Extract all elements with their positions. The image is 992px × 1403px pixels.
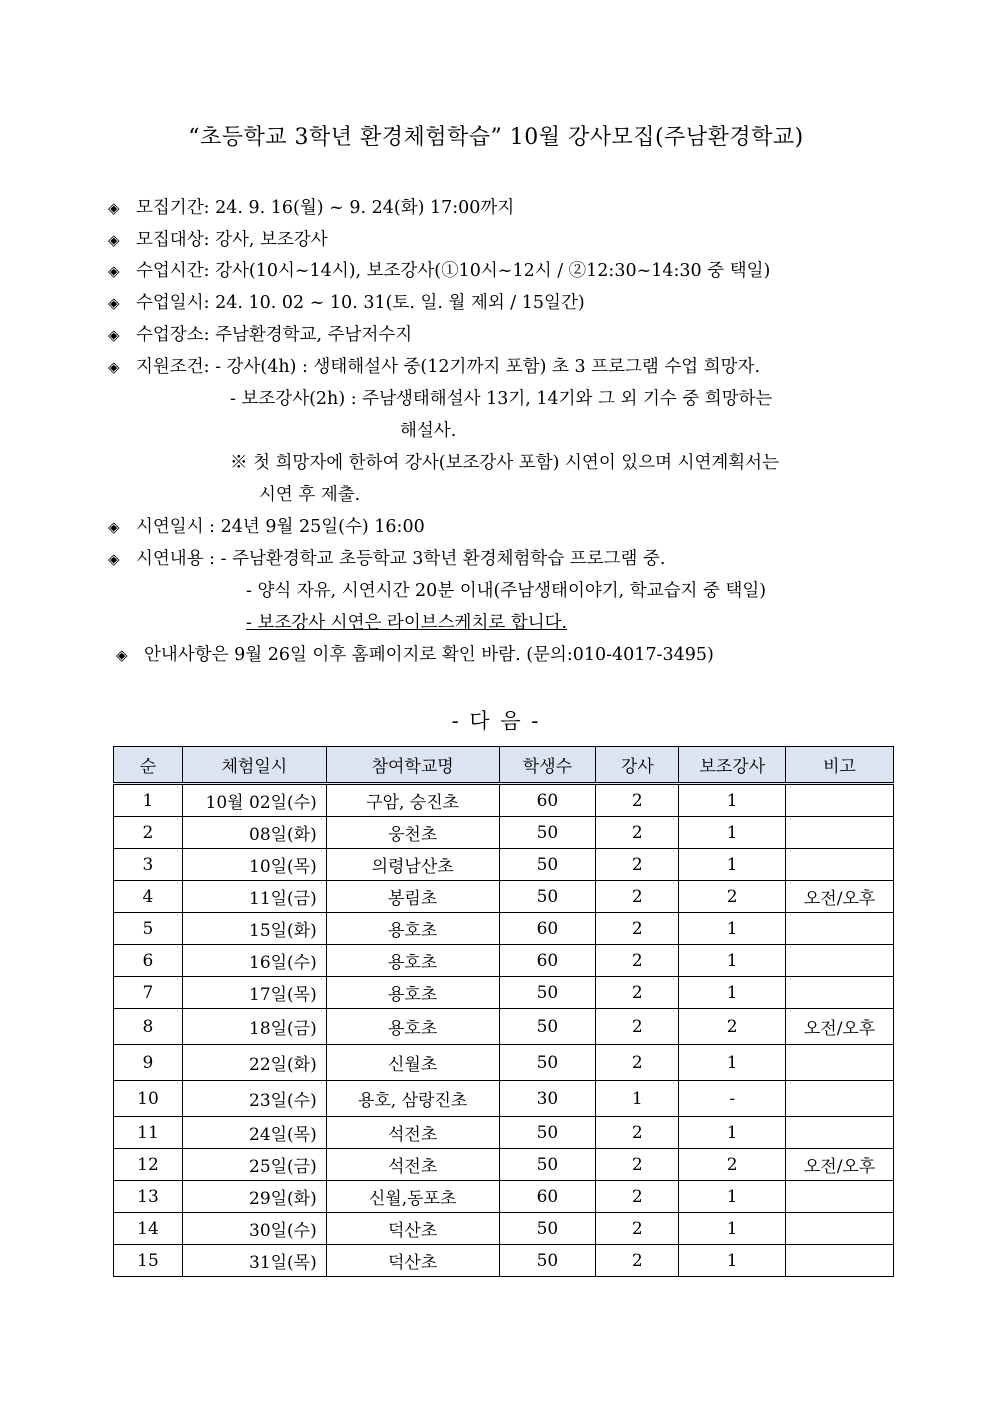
info-class-time: ◈ 수업시간: 강사(10시~14시), 보조강사(①10시~12시 / ②12:30~14:30 중 택일) <box>108 257 770 285</box>
cell-instructors: 2 <box>596 1245 679 1277</box>
cell-instructors: 2 <box>596 913 679 945</box>
cell-school: 석전초 <box>326 1149 499 1181</box>
cell-students: 60 <box>499 945 596 977</box>
cell-date: 24일(목) <box>182 1117 326 1149</box>
cell-instructors: 2 <box>596 1181 679 1213</box>
cell-students: 50 <box>499 817 596 849</box>
cell-no: 14 <box>114 1213 183 1245</box>
cell-students: 30 <box>499 1081 596 1117</box>
cell-school: 용호초 <box>326 913 499 945</box>
cell-date: 17일(목) <box>182 977 326 1009</box>
section-heading: - 다 음 - <box>451 709 541 733</box>
cell-instructors: 2 <box>596 1213 679 1245</box>
cell-students: 50 <box>499 881 596 913</box>
cell-note <box>786 945 894 977</box>
cell-no: 2 <box>114 817 183 849</box>
header-assistants: 보조강사 <box>679 747 786 784</box>
cell-no: 8 <box>114 1009 183 1045</box>
info-class-place: ◈ 수업장소: 주남환경학교, 주남저수지 <box>108 321 412 349</box>
schedule-table <box>113 746 894 1277</box>
table-row <box>114 1181 894 1213</box>
diamond-bullet-icon: ◈ <box>116 646 128 664</box>
cell-no: 12 <box>114 1149 183 1181</box>
cell-no: 15 <box>114 1245 183 1277</box>
info-demo-date: ◈ 시연일시 : 24년 9월 25일(수) 16:00 <box>108 513 425 541</box>
cell-students: 50 <box>499 1045 596 1081</box>
info-notice: ◈ 안내사항은 9월 26일 이후 홈페이지로 확인 바람. (문의:010-4017-3495) <box>116 641 714 669</box>
cell-note <box>786 977 894 1009</box>
cell-instructors: 1 <box>596 1081 679 1117</box>
cell-note <box>786 1045 894 1081</box>
cell-school: 용호초 <box>326 1009 499 1045</box>
table-row <box>114 945 894 977</box>
info-condition-2-cont: 해설사. <box>400 421 457 441</box>
cell-assistants: 1 <box>679 913 786 945</box>
table-header-row <box>114 747 894 784</box>
cell-instructors: 2 <box>596 784 679 817</box>
cell-date: 30일(수) <box>182 1213 326 1245</box>
cell-school: 용호초 <box>326 945 499 977</box>
info-class-dates: ◈ 수업일시: 24. 10. 02 ~ 10. 31(토. 일. 월 제외 / 15일간) <box>108 289 585 317</box>
header-instructors: 강사 <box>596 747 679 784</box>
cell-note: 오전/오후 <box>786 881 894 913</box>
cell-students: 50 <box>499 1213 596 1245</box>
cell-assistants: 1 <box>679 817 786 849</box>
table-row <box>114 913 894 945</box>
cell-instructors: 2 <box>596 1009 679 1045</box>
table-row <box>114 784 894 817</box>
cell-note <box>786 913 894 945</box>
cell-no: 11 <box>114 1117 183 1149</box>
cell-date: 23일(수) <box>182 1081 326 1117</box>
info-condition-2: - 보조강사(2h) : 주남생태해설사 13기, 14기와 그 외 기수 중 희망하는 <box>230 389 773 409</box>
cell-note <box>786 817 894 849</box>
cell-instructors: 2 <box>596 1149 679 1181</box>
diamond-bullet-icon: ◈ <box>108 294 120 312</box>
info-demo-content-3: - 보조강사 시연은 라이브스케치로 합니다. <box>246 613 568 633</box>
cell-school: 신월초 <box>326 1045 499 1081</box>
cell-date: 25일(금) <box>182 1149 326 1181</box>
cell-no: 6 <box>114 945 183 977</box>
cell-note <box>786 1117 894 1149</box>
cell-assistants: 2 <box>679 881 786 913</box>
table-row <box>114 1213 894 1245</box>
diamond-bullet-icon: ◈ <box>108 550 120 568</box>
cell-date: 18일(금) <box>182 1009 326 1045</box>
cell-assistants: 1 <box>679 849 786 881</box>
cell-date: 16일(수) <box>182 945 326 977</box>
cell-date: 15일(화) <box>182 913 326 945</box>
table-row <box>114 1045 894 1081</box>
cell-assistants: 1 <box>679 1117 786 1149</box>
diamond-bullet-icon: ◈ <box>108 231 120 249</box>
cell-school: 웅천초 <box>326 817 499 849</box>
cell-school: 덕산초 <box>326 1213 499 1245</box>
info-target: ◈ 모집대상: 강사, 보조강사 <box>108 226 328 254</box>
table-row <box>114 849 894 881</box>
cell-no: 3 <box>114 849 183 881</box>
cell-students: 50 <box>499 977 596 1009</box>
diamond-bullet-icon: ◈ <box>108 199 120 217</box>
cell-instructors: 2 <box>596 817 679 849</box>
table-row <box>114 1245 894 1277</box>
cell-students: 60 <box>499 913 596 945</box>
table-row <box>114 1117 894 1149</box>
info-condition-note: ※ 첫 희망자에 한하여 강사(보조강사 포함) 시연이 있으며 시연계획서는 <box>230 453 779 473</box>
cell-note: 오전/오후 <box>786 1009 894 1045</box>
diamond-bullet-icon: ◈ <box>108 326 120 344</box>
cell-no: 5 <box>114 913 183 945</box>
cell-no: 10 <box>114 1081 183 1117</box>
cell-students: 60 <box>499 1181 596 1213</box>
cell-assistants: 1 <box>679 977 786 1009</box>
diamond-bullet-icon: ◈ <box>108 518 120 536</box>
cell-school: 의령남산초 <box>326 849 499 881</box>
cell-school: 용호, 삼랑진초 <box>326 1081 499 1117</box>
diamond-bullet-icon: ◈ <box>108 358 120 376</box>
cell-no: 7 <box>114 977 183 1009</box>
info-condition-1: ◈ 지원조건: - 강사(4h) : 생태해설사 중(12기까지 포함) 초 3 프로그램 수업 희망자. <box>108 353 760 381</box>
diamond-bullet-icon: ◈ <box>108 262 120 280</box>
cell-students: 50 <box>499 1245 596 1277</box>
cell-no: 9 <box>114 1045 183 1081</box>
cell-students: 50 <box>499 1149 596 1181</box>
header-date: 체험일시 <box>182 747 326 784</box>
cell-no: 1 <box>114 784 183 817</box>
cell-assistants: 1 <box>679 1213 786 1245</box>
cell-note <box>786 1181 894 1213</box>
table-row <box>114 1149 894 1181</box>
cell-assistants: - <box>679 1081 786 1117</box>
cell-note <box>786 1245 894 1277</box>
cell-instructors: 2 <box>596 1045 679 1081</box>
cell-instructors: 2 <box>596 945 679 977</box>
table-row <box>114 1009 894 1045</box>
cell-note <box>786 849 894 881</box>
cell-note <box>786 1213 894 1245</box>
cell-assistants: 1 <box>679 784 786 817</box>
cell-assistants: 2 <box>679 1009 786 1045</box>
header-no: 순 <box>114 747 183 784</box>
cell-date: 10월 02일(수) <box>182 784 326 817</box>
cell-date: 29일(화) <box>182 1181 326 1213</box>
cell-assistants: 1 <box>679 945 786 977</box>
cell-no: 13 <box>114 1181 183 1213</box>
cell-no: 4 <box>114 881 183 913</box>
cell-instructors: 2 <box>596 849 679 881</box>
cell-school: 봉림초 <box>326 881 499 913</box>
header-school: 참여학교명 <box>326 747 499 784</box>
cell-students: 60 <box>499 784 596 817</box>
document-title: “초등학교 3학년 환경체험학습” 10월 강사모집(주남환경학교) <box>188 125 804 150</box>
table-row <box>114 881 894 913</box>
info-condition-note-cont: 시연 후 제출. <box>259 485 361 505</box>
cell-school: 용호초 <box>326 977 499 1009</box>
info-demo-content-1: ◈ 시연내용 : - 주남환경학교 초등학교 3학년 환경체험학습 프로그램 중. <box>108 545 665 573</box>
header-note: 비고 <box>786 747 894 784</box>
cell-school: 구암, 숭진초 <box>326 784 499 817</box>
table-row <box>114 1081 894 1117</box>
cell-date: 08일(화) <box>182 817 326 849</box>
info-demo-content-2: - 양식 자유, 시연시간 20분 이내(주남생태이야기, 학교습지 중 택일) <box>246 581 767 601</box>
cell-note <box>786 784 894 817</box>
cell-note: 오전/오후 <box>786 1149 894 1181</box>
cell-assistants: 1 <box>679 1245 786 1277</box>
cell-school: 석전초 <box>326 1117 499 1149</box>
cell-school: 신월,동포초 <box>326 1181 499 1213</box>
cell-date: 11일(금) <box>182 881 326 913</box>
table-row <box>114 817 894 849</box>
cell-school: 덕산초 <box>326 1245 499 1277</box>
cell-instructors: 2 <box>596 977 679 1009</box>
info-period: ◈ 모집기간: 24. 9. 16(월) ~ 9. 24(화) 17:00까지 <box>108 194 514 222</box>
cell-students: 50 <box>499 1009 596 1045</box>
cell-instructors: 2 <box>596 1117 679 1149</box>
header-students: 학생수 <box>499 747 596 784</box>
cell-assistants: 1 <box>679 1181 786 1213</box>
cell-note <box>786 1081 894 1117</box>
cell-instructors: 2 <box>596 881 679 913</box>
cell-assistants: 2 <box>679 1149 786 1181</box>
cell-students: 50 <box>499 1117 596 1149</box>
cell-assistants: 1 <box>679 1045 786 1081</box>
table-row <box>114 977 894 1009</box>
cell-date: 22일(화) <box>182 1045 326 1081</box>
cell-date: 31일(목) <box>182 1245 326 1277</box>
cell-date: 10일(목) <box>182 849 326 881</box>
cell-students: 50 <box>499 849 596 881</box>
